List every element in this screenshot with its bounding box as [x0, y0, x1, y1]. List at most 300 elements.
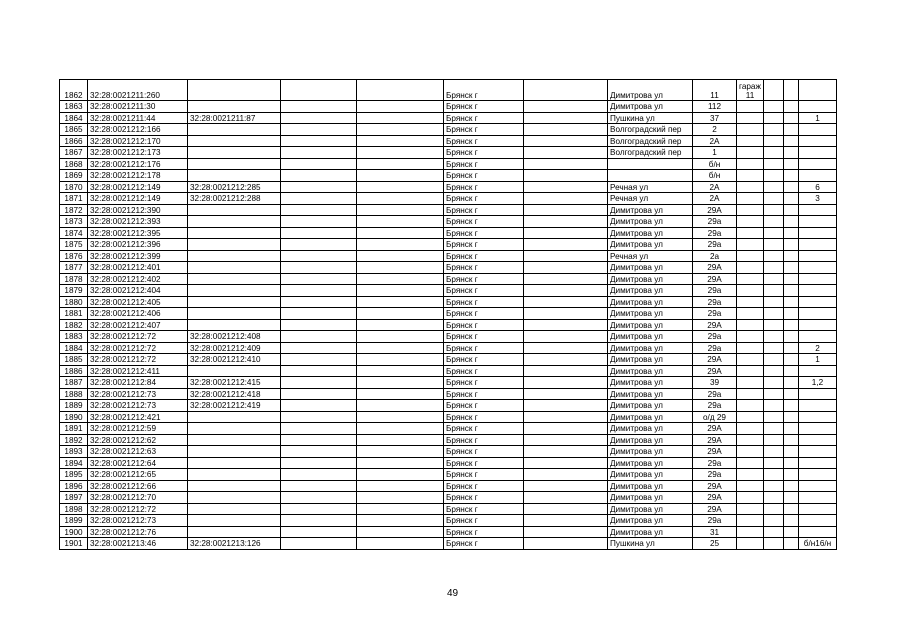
table-row: [60, 296, 837, 308]
cell-col-4: [281, 101, 357, 113]
cell-row-number: 1864: [60, 112, 88, 124]
cell-apartment: 6: [799, 181, 837, 193]
cell-cadastral-number: 32:28:0021212:73: [88, 515, 188, 527]
cell-object-number: 32:28:0021212:410: [188, 354, 281, 366]
table-row: [60, 285, 837, 297]
cell-city: Брянск г: [444, 411, 524, 423]
cell-note: [737, 538, 764, 550]
cell-apartment: [799, 227, 837, 239]
cell-col-5: [357, 354, 444, 366]
cell-col-4: [281, 526, 357, 538]
cell-col-5: [357, 296, 444, 308]
cell-object-number: [188, 285, 281, 297]
cell-col-4: [281, 250, 357, 262]
table-row: [60, 239, 837, 251]
cell-cadastral-number: 32:28:0021212:64: [88, 457, 188, 469]
cell-col-5: [357, 526, 444, 538]
cell-row-number: 1863: [60, 101, 88, 113]
cell-col-12: [784, 354, 799, 366]
table-row: [60, 377, 837, 389]
cell-row-number: 1867: [60, 147, 88, 159]
cell-object-number: [188, 515, 281, 527]
cell-col-7: [524, 457, 608, 469]
cell-col-5: [357, 239, 444, 251]
cell-apartment: [799, 446, 837, 458]
cell-apartment: 1: [799, 112, 837, 124]
table-row: [60, 526, 837, 538]
cell-row-number: 1891: [60, 423, 88, 435]
cell-cadastral-number: 32:28:0021212:166: [88, 124, 188, 136]
cell-city: Брянск г: [444, 457, 524, 469]
cell-object-number: [188, 503, 281, 515]
cell-note: [737, 285, 764, 297]
cell-cadastral-number: 32:28:0021212:404: [88, 285, 188, 297]
cell-house-number: 29А: [693, 262, 737, 274]
cell-row-number: 1889: [60, 400, 88, 412]
table-row: [60, 204, 837, 216]
cell-apartment: [799, 204, 837, 216]
cell-col-11: [764, 480, 784, 492]
cell-note: [737, 480, 764, 492]
cell-street: Димитрова ул: [608, 273, 693, 285]
cell-col-7: [524, 515, 608, 527]
cell-cadastral-number: 32:28:0021212:399: [88, 250, 188, 262]
cell-note: [737, 135, 764, 147]
cell-col-11: [764, 411, 784, 423]
cell-note: [737, 365, 764, 377]
cell-cadastral-number: 32:28:0021212:63: [88, 446, 188, 458]
cell-street: Пушкина ул: [608, 112, 693, 124]
cell-note: [737, 296, 764, 308]
cell-apartment: [799, 423, 837, 435]
cell-col-11: [764, 319, 784, 331]
cell-col-4: [281, 285, 357, 297]
cell-col-7: [524, 250, 608, 262]
cell-col-7: [524, 492, 608, 504]
cell-apartment: [799, 262, 837, 274]
cell-apartment: [799, 124, 837, 136]
cell-object-number: [188, 135, 281, 147]
cell-note: гараж 11: [737, 80, 764, 101]
cell-col-5: [357, 262, 444, 274]
cell-city: Брянск г: [444, 135, 524, 147]
cell-col-7: [524, 446, 608, 458]
cell-city: Брянск г: [444, 434, 524, 446]
table-row: [60, 308, 837, 320]
cell-note: [737, 377, 764, 389]
cell-row-number: 1887: [60, 377, 88, 389]
cell-col-11: [764, 354, 784, 366]
cell-note: [737, 457, 764, 469]
cell-col-11: [764, 365, 784, 377]
cell-object-number: [188, 250, 281, 262]
cell-col-4: [281, 170, 357, 182]
cell-row-number: 1868: [60, 158, 88, 170]
cell-street: Димитрова ул: [608, 457, 693, 469]
cell-col-5: [357, 204, 444, 216]
cell-col-4: [281, 216, 357, 228]
cell-col-11: [764, 227, 784, 239]
cell-apartment: [799, 308, 837, 320]
cell-col-7: [524, 388, 608, 400]
table-body: [60, 80, 837, 550]
cell-col-12: [784, 469, 799, 481]
cell-house-number: 29А: [693, 273, 737, 285]
cell-col-7: [524, 147, 608, 159]
cell-object-number: [188, 124, 281, 136]
cell-apartment: [799, 503, 837, 515]
cell-col-5: [357, 319, 444, 331]
cell-col-12: [784, 400, 799, 412]
cell-col-12: [784, 457, 799, 469]
cell-col-5: [357, 457, 444, 469]
cell-col-7: [524, 273, 608, 285]
cell-col-5: [357, 423, 444, 435]
cell-apartment: [799, 80, 837, 101]
cell-col-7: [524, 80, 608, 101]
cell-city: Брянск г: [444, 147, 524, 159]
cell-col-12: [784, 342, 799, 354]
cell-house-number: 29А: [693, 354, 737, 366]
cell-row-number: 1896: [60, 480, 88, 492]
cell-apartment: 2: [799, 342, 837, 354]
cell-city: Брянск г: [444, 377, 524, 389]
cell-col-7: [524, 170, 608, 182]
cell-col-12: [784, 538, 799, 550]
cell-col-5: [357, 411, 444, 423]
cell-col-12: [784, 377, 799, 389]
cell-house-number: 29а: [693, 400, 737, 412]
cell-col-11: [764, 239, 784, 251]
cell-col-4: [281, 319, 357, 331]
cell-col-12: [784, 193, 799, 205]
cell-row-number: 1892: [60, 434, 88, 446]
cell-house-number: 39: [693, 377, 737, 389]
cell-house-number: 2: [693, 124, 737, 136]
cell-apartment: [799, 101, 837, 113]
cell-street: Димитрова ул: [608, 446, 693, 458]
cell-col-12: [784, 273, 799, 285]
cell-col-11: [764, 112, 784, 124]
cell-city: Брянск г: [444, 365, 524, 377]
cell-object-number: 32:28:0021213:126: [188, 538, 281, 550]
cell-house-number: 25: [693, 538, 737, 550]
cell-col-5: [357, 124, 444, 136]
cell-apartment: [799, 239, 837, 251]
cell-house-number: 29а: [693, 469, 737, 481]
cell-col-11: [764, 158, 784, 170]
cell-city: Брянск г: [444, 124, 524, 136]
cell-street: Димитрова ул: [608, 216, 693, 228]
cell-col-5: [357, 434, 444, 446]
cell-col-5: [357, 308, 444, 320]
cell-house-number: 29А: [693, 446, 737, 458]
cell-cadastral-number: 32:28:0021213:46: [88, 538, 188, 550]
cell-cadastral-number: 32:28:0021212:62: [88, 434, 188, 446]
cell-object-number: [188, 80, 281, 101]
cell-apartment: [799, 400, 837, 412]
table-row: [60, 538, 837, 550]
cell-col-12: [784, 492, 799, 504]
cell-apartment: [799, 216, 837, 228]
cell-col-11: [764, 446, 784, 458]
cell-object-number: [188, 239, 281, 251]
cell-col-5: [357, 101, 444, 113]
cell-col-11: [764, 101, 784, 113]
cell-col-12: [784, 135, 799, 147]
cell-col-12: [784, 503, 799, 515]
cell-col-5: [357, 342, 444, 354]
cell-col-7: [524, 319, 608, 331]
cell-col-12: [784, 124, 799, 136]
cell-cadastral-number: 32:28:0021212:59: [88, 423, 188, 435]
cell-object-number: [188, 526, 281, 538]
cell-note: [737, 193, 764, 205]
cell-col-5: [357, 285, 444, 297]
cell-row-number: 1869: [60, 170, 88, 182]
cell-house-number: 29а: [693, 331, 737, 343]
cell-col-7: [524, 354, 608, 366]
cell-col-12: [784, 411, 799, 423]
cell-col-11: [764, 515, 784, 527]
cell-cadastral-number: 32:28:0021212:405: [88, 296, 188, 308]
cell-object-number: [188, 216, 281, 228]
cell-note: [737, 492, 764, 504]
cell-apartment: [799, 331, 837, 343]
cell-col-11: [764, 331, 784, 343]
cell-city: Брянск г: [444, 239, 524, 251]
cell-apartment: [799, 515, 837, 527]
cell-street: Димитрова ул: [608, 377, 693, 389]
cell-object-number: [188, 308, 281, 320]
cell-house-number: 31: [693, 526, 737, 538]
cell-col-11: [764, 170, 784, 182]
cell-note: [737, 526, 764, 538]
cell-row-number: 1866: [60, 135, 88, 147]
cell-apartment: [799, 319, 837, 331]
cell-street: Димитрова ул: [608, 480, 693, 492]
cell-col-12: [784, 423, 799, 435]
cell-col-11: [764, 538, 784, 550]
cell-note: [737, 400, 764, 412]
cell-note: [737, 181, 764, 193]
cell-col-5: [357, 365, 444, 377]
cell-col-11: [764, 250, 784, 262]
cell-row-number: 1873: [60, 216, 88, 228]
cell-row-number: 1871: [60, 193, 88, 205]
cell-house-number: 29А: [693, 492, 737, 504]
cell-col-5: [357, 469, 444, 481]
cell-col-5: [357, 492, 444, 504]
cell-col-4: [281, 262, 357, 274]
cell-cadastral-number: 32:28:0021211:44: [88, 112, 188, 124]
cell-row-number: 1878: [60, 273, 88, 285]
cell-col-7: [524, 331, 608, 343]
cell-col-11: [764, 135, 784, 147]
cell-col-5: [357, 181, 444, 193]
cell-note: [737, 101, 764, 113]
cell-street: Димитрова ул: [608, 101, 693, 113]
cell-object-number: [188, 262, 281, 274]
cell-object-number: [188, 411, 281, 423]
cell-col-7: [524, 124, 608, 136]
cell-object-number: [188, 147, 281, 159]
cell-street: Димитрова ул: [608, 319, 693, 331]
cell-row-number: 1894: [60, 457, 88, 469]
cell-city: Брянск г: [444, 158, 524, 170]
cell-city: Брянск г: [444, 354, 524, 366]
cell-apartment: [799, 365, 837, 377]
cell-col-5: [357, 158, 444, 170]
cell-col-11: [764, 457, 784, 469]
cell-col-7: [524, 480, 608, 492]
cell-object-number: [188, 446, 281, 458]
cell-city: Брянск г: [444, 262, 524, 274]
cell-cadastral-number: 32:28:0021212:401: [88, 262, 188, 274]
cell-col-4: [281, 227, 357, 239]
cell-col-11: [764, 80, 784, 101]
cell-apartment: [799, 526, 837, 538]
cell-cadastral-number: 32:28:0021212:421: [88, 411, 188, 423]
cell-row-number: 1881: [60, 308, 88, 320]
cell-col-4: [281, 365, 357, 377]
cell-col-5: [357, 400, 444, 412]
table-row: [60, 262, 837, 274]
table-row: [60, 388, 837, 400]
cell-cadastral-number: 32:28:0021212:66: [88, 480, 188, 492]
cell-city: Брянск г: [444, 296, 524, 308]
cell-street: Димитрова ул: [608, 296, 693, 308]
cell-note: [737, 112, 764, 124]
table-row: [60, 170, 837, 182]
cell-col-5: [357, 273, 444, 285]
cell-house-number: 29а: [693, 285, 737, 297]
cell-city: Брянск г: [444, 204, 524, 216]
cell-col-12: [784, 112, 799, 124]
cell-col-4: [281, 273, 357, 285]
cell-apartment: [799, 285, 837, 297]
cell-col-12: [784, 101, 799, 113]
cell-apartment: [799, 273, 837, 285]
cell-col-4: [281, 434, 357, 446]
cell-object-number: [188, 492, 281, 504]
cell-note: [737, 342, 764, 354]
cell-apartment: 3: [799, 193, 837, 205]
cell-row-number: 1885: [60, 354, 88, 366]
cell-col-4: [281, 423, 357, 435]
cell-cadastral-number: 32:28:0021212:149: [88, 193, 188, 205]
cell-object-number: 32:28:0021212:408: [188, 331, 281, 343]
cell-col-4: [281, 331, 357, 343]
cell-apartment: [799, 296, 837, 308]
cell-cadastral-number: 32:28:0021212:65: [88, 469, 188, 481]
cell-col-5: [357, 538, 444, 550]
cell-col-5: [357, 503, 444, 515]
table-row: [60, 147, 837, 159]
cell-house-number: 29А: [693, 434, 737, 446]
cell-col-12: [784, 250, 799, 262]
cell-cadastral-number: 32:28:0021212:72: [88, 331, 188, 343]
cell-cadastral-number: 32:28:0021212:72: [88, 503, 188, 515]
cell-note: [737, 170, 764, 182]
cell-house-number: 11: [693, 80, 737, 101]
cell-note: [737, 147, 764, 159]
cell-object-number: 32:28:0021212:285: [188, 181, 281, 193]
cell-col-11: [764, 308, 784, 320]
cell-col-11: [764, 124, 784, 136]
cell-city: Брянск г: [444, 331, 524, 343]
cell-col-11: [764, 216, 784, 228]
cell-street: Димитрова ул: [608, 227, 693, 239]
cell-col-4: [281, 515, 357, 527]
cell-street: Димитрова ул: [608, 331, 693, 343]
cell-object-number: 32:28:0021212:409: [188, 342, 281, 354]
cell-object-number: 32:28:0021212:419: [188, 400, 281, 412]
cell-col-5: [357, 377, 444, 389]
cell-house-number: 29а: [693, 457, 737, 469]
cell-col-12: [784, 296, 799, 308]
cell-col-12: [784, 227, 799, 239]
cell-col-4: [281, 480, 357, 492]
cell-col-11: [764, 262, 784, 274]
cell-col-4: [281, 193, 357, 205]
cell-col-7: [524, 135, 608, 147]
cell-col-12: [784, 308, 799, 320]
table-row: [60, 457, 837, 469]
cell-col-4: [281, 492, 357, 504]
cell-cadastral-number: 32:28:0021212:176: [88, 158, 188, 170]
cell-cadastral-number: 32:28:0021212:173: [88, 147, 188, 159]
cell-house-number: 2А: [693, 181, 737, 193]
cell-row-number: 1900: [60, 526, 88, 538]
cell-col-4: [281, 538, 357, 550]
cell-city: Брянск г: [444, 193, 524, 205]
cell-col-5: [357, 193, 444, 205]
cell-col-5: [357, 147, 444, 159]
cell-note: [737, 262, 764, 274]
cell-city: Брянск г: [444, 342, 524, 354]
cell-city: Брянск г: [444, 250, 524, 262]
cell-col-4: [281, 204, 357, 216]
cell-house-number: 29а: [693, 515, 737, 527]
register-table: [59, 79, 837, 550]
cell-object-number: [188, 296, 281, 308]
cell-row-number: 1884: [60, 342, 88, 354]
cell-col-4: [281, 503, 357, 515]
cell-note: [737, 124, 764, 136]
cell-col-12: [784, 446, 799, 458]
cell-col-11: [764, 388, 784, 400]
cell-house-number: 29А: [693, 423, 737, 435]
cell-col-12: [784, 480, 799, 492]
cell-col-11: [764, 503, 784, 515]
cell-col-5: [357, 227, 444, 239]
cell-object-number: 32:28:0021212:415: [188, 377, 281, 389]
cell-col-7: [524, 101, 608, 113]
cell-col-11: [764, 273, 784, 285]
cell-object-number: [188, 480, 281, 492]
cell-row-number: 1876: [60, 250, 88, 262]
cell-row-number: 1899: [60, 515, 88, 527]
cell-col-4: [281, 388, 357, 400]
cell-city: Брянск г: [444, 400, 524, 412]
cell-street: Димитрова ул: [608, 411, 693, 423]
cell-city: Брянск г: [444, 503, 524, 515]
table-row: [60, 423, 837, 435]
cell-col-4: [281, 80, 357, 101]
cell-col-11: [764, 181, 784, 193]
cell-col-12: [784, 434, 799, 446]
